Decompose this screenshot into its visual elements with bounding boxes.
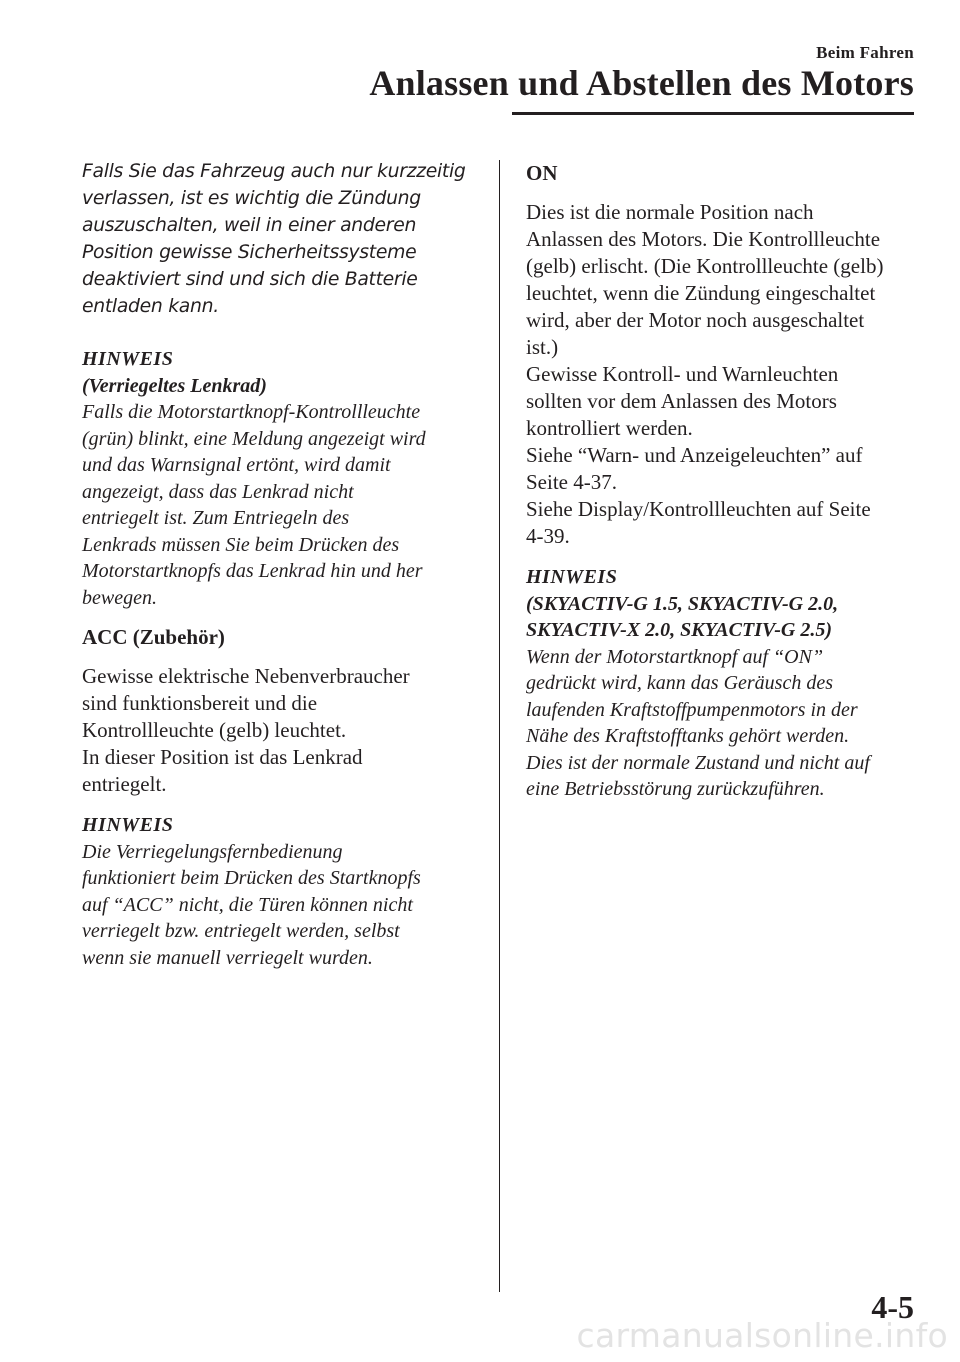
page-number: 4-5 [871, 1289, 914, 1325]
note-subheading: (SKYACTIV-G 1.5, SKYACTIV-G 2.0, [526, 592, 839, 615]
note-subheading: (Verriegeltes Lenkrad) [82, 374, 267, 397]
note-steering-lock [82, 346, 482, 611]
note-line: bewegen. [82, 586, 157, 609]
note-line: Falls die Motorstartknopf-Kontrollleuchte [82, 401, 421, 423]
note-line: (grün) blinkt, eine Meldung angezeigt wird [82, 427, 426, 450]
note-fuel-pump [526, 564, 936, 803]
note-line: Motorstartknopfs das Lenkrad hin und her [82, 560, 423, 582]
acc-paragraph [82, 663, 482, 798]
acc-line: entriegelt. [82, 772, 167, 796]
page-title: Anlassen und Abstellen des Motors [369, 63, 914, 103]
note-line: angezeigt, dass das Lenkrad nicht [82, 480, 354, 503]
on-line: Anlassen des Motors. Die Kontrollleuchte [526, 227, 881, 251]
on-line: Seite 4-37. [526, 470, 617, 494]
acc-line: sind funktionsbereit und die [82, 691, 318, 715]
on-line: 4-39. [526, 524, 570, 548]
note-line: Dies ist der normale Zustand und nicht auf [526, 751, 870, 774]
note-line: Lenkrads müssen Sie beim Drücken des [82, 533, 400, 556]
warning-line: deaktiviert sind und sich die Batterie [82, 269, 418, 290]
warning-text [82, 158, 482, 320]
note-line: verriegelt bzw. entriegelt werden, selbst [82, 920, 400, 942]
note-line: Wenn der Motorstartknopf auf “ON” [526, 645, 824, 668]
watermark: carmanualsonline.info [576, 1316, 948, 1355]
right-column [526, 158, 936, 816]
on-line: wird, aber der Motor noch ausgeschaltet [526, 308, 865, 332]
note-line: Die Verriegelungsfernbedienung [82, 840, 343, 863]
note-line: gedrückt wird, kann das Geräusch des [526, 672, 833, 694]
warning-line: verlassen, ist es wichtig die Zündung [82, 188, 421, 209]
note-line: auf “ACC” nicht, die Türen können nicht [82, 893, 413, 916]
note-line: Nähe des Kraftstofftanks gehört werden. [526, 725, 850, 747]
note-remote [82, 812, 482, 971]
acc-heading: ACC (Zubehör) [82, 625, 225, 649]
column-divider [499, 160, 500, 1292]
acc-line: Kontrollleuchte (gelb) leuchtet. [82, 718, 347, 742]
on-paragraph [526, 199, 936, 550]
on-line: leuchtet, wenn die Zündung eingeschaltet [526, 281, 876, 305]
on-line: Siehe Display/Kontrollleuchten auf Seite [526, 497, 871, 521]
note-line: entriegelt ist. Zum Entriegeln des [82, 507, 350, 529]
on-line: Dies ist die normale Position nach [526, 200, 814, 224]
note-line: eine Betriebsstörung zurückzuführen. [526, 778, 825, 800]
section-label: Beim Fahren [816, 43, 914, 62]
note-subheading: SKYACTIV-X 2.0, SKYACTIV-G 2.5) [526, 619, 832, 641]
on-line: Siehe “Warn- und Anzeigeleuchten” auf [526, 443, 863, 467]
on-line: ist.) [526, 335, 559, 359]
acc-line: Gewisse elektrische Nebenverbraucher [82, 664, 410, 688]
warning-line: auszuschalten, weil in einer anderen [82, 215, 417, 236]
note-line: funktioniert beim Drücken des Startknopfs [82, 867, 421, 889]
note-line: und das Warnsignal ertönt, wird damit [82, 454, 391, 476]
left-column [82, 158, 482, 984]
note-line: wenn sie manuell verriegelt wurden. [82, 946, 373, 969]
on-line: Gewisse Kontroll- und Warnleuchten [526, 362, 839, 386]
on-heading: ON [526, 161, 558, 185]
on-line: (gelb) erlischt. (Die Kontrollleuchte (gelb) [526, 254, 884, 278]
on-line: kontrolliert werden. [526, 416, 693, 440]
note-heading: HINWEIS [526, 566, 618, 588]
warning-line: entladen kann. [82, 296, 219, 317]
acc-line: In dieser Position ist das Lenkrad [82, 745, 363, 769]
warning-line: Position gewisse Sicherheitssysteme [82, 242, 417, 263]
on-line: sollten vor dem Anlassen des Motors [526, 389, 837, 413]
header-divider [512, 112, 914, 115]
note-line: laufenden Kraftstoffpumpenmotors in der [526, 698, 858, 721]
note-heading: HINWEIS [82, 814, 174, 836]
note-heading: HINWEIS [82, 348, 174, 370]
warning-line: Falls Sie das Fahrzeug auch nur kurzzeitig [82, 161, 466, 182]
